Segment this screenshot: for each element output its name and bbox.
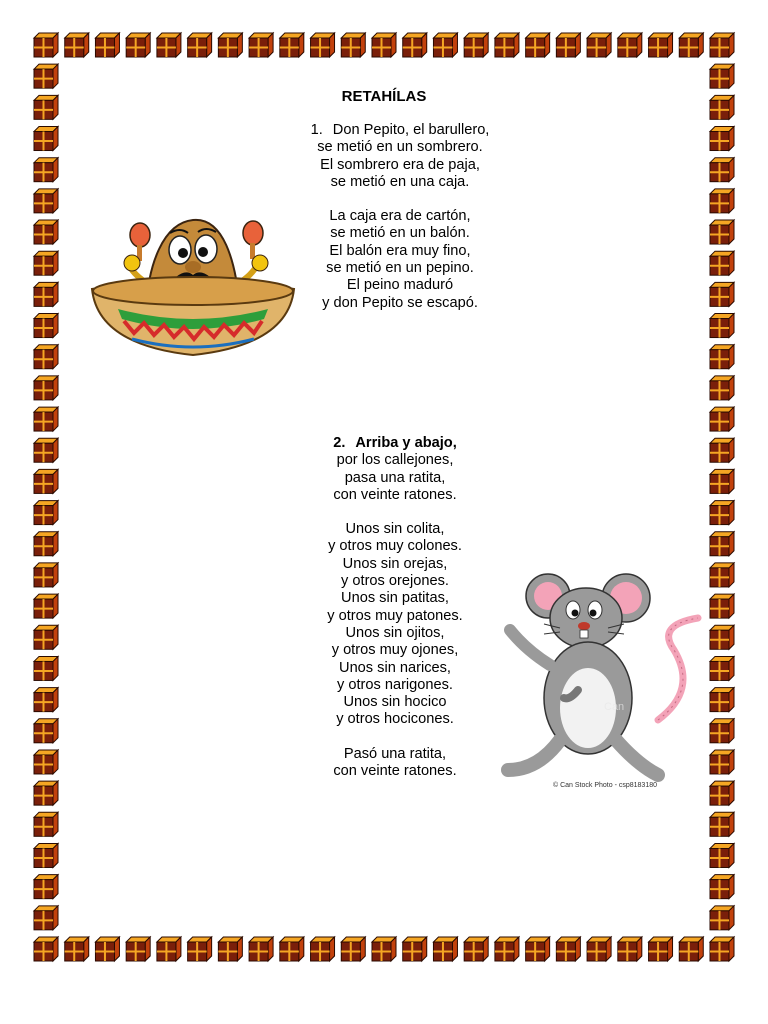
mouse-illustration <box>498 570 710 795</box>
gift-box-icon <box>710 656 734 680</box>
gift-box-icon <box>34 438 58 462</box>
gift-box-icon <box>710 64 734 88</box>
gift-box-icon <box>526 937 550 961</box>
gift-box-icon <box>95 33 119 57</box>
poem-line: Unos sin colita, <box>345 521 445 538</box>
gift-box-icon <box>188 937 212 961</box>
poem-line: se metió en un balón. <box>330 225 470 242</box>
gift-box-icon <box>34 314 58 338</box>
gift-box-icon <box>679 937 703 961</box>
gift-box-icon <box>710 937 734 961</box>
gift-box-icon <box>34 127 58 151</box>
gift-box-icon <box>495 937 519 961</box>
stanza-gap <box>245 504 545 521</box>
gift-box-icon <box>218 937 242 961</box>
poem-line: Unos sin patitas, <box>341 590 449 607</box>
gift-box-icon <box>34 688 58 712</box>
poem-line: con veinte ratones. <box>333 763 457 780</box>
gift-box-icon <box>34 875 58 899</box>
gift-box-icon <box>311 937 335 961</box>
poem-line-text: Don Pepito, el barullero, <box>332 122 490 138</box>
gift-box-icon <box>249 937 273 961</box>
gift-box-icon <box>710 501 734 525</box>
poem-line: El balón era muy fino, <box>329 242 471 259</box>
gift-box-icon <box>710 189 734 213</box>
poem-line: y otros hocicones. <box>336 711 454 728</box>
gift-box-icon <box>495 33 519 57</box>
gift-box-icon <box>372 937 396 961</box>
gift-box-icon <box>710 158 734 182</box>
poem-line: Pasó una ratita, <box>343 745 447 762</box>
poem-number: 2. <box>333 435 346 451</box>
gift-box-icon <box>710 875 734 899</box>
gift-box-icon <box>587 937 611 961</box>
gift-box-icon <box>34 812 58 836</box>
poem-line: con veinte ratones. <box>333 486 457 503</box>
gift-box-icon <box>710 719 734 743</box>
poem-line: El sombrero era de paja, <box>320 156 480 173</box>
gift-box-icon <box>341 33 365 57</box>
gift-box-icon <box>433 937 457 961</box>
gift-box-icon <box>95 937 119 961</box>
poem-line: se metió en una caja. <box>330 173 470 190</box>
gift-box-icon <box>710 314 734 338</box>
gift-box-icon <box>34 719 58 743</box>
gift-box-icon <box>710 220 734 244</box>
gift-box-icon <box>34 937 58 961</box>
gift-box-icon <box>34 251 58 275</box>
poem-line: y otros muy patones. <box>327 607 463 624</box>
gift-box-icon <box>34 594 58 618</box>
gift-box-icon <box>710 750 734 774</box>
gift-box-icon <box>341 937 365 961</box>
gift-box-icon <box>65 937 89 961</box>
poem-line: y otros muy ojones, <box>331 642 459 659</box>
gift-box-icon <box>34 781 58 805</box>
gift-box-icon <box>556 937 580 961</box>
gift-box-icon <box>464 33 488 57</box>
gift-box-icon <box>710 781 734 805</box>
gift-box-icon <box>710 843 734 867</box>
gift-box-icon <box>526 33 550 57</box>
poem-line: y otros muy colones. <box>328 538 462 555</box>
gift-box-icon <box>433 33 457 57</box>
gift-box-icon <box>710 33 734 57</box>
gift-box-icon <box>649 33 673 57</box>
gift-box-icon <box>710 594 734 618</box>
poem-line: por los callejones, <box>336 452 454 469</box>
poem-line: y otros narigones. <box>336 676 453 693</box>
gift-box-icon <box>34 407 58 431</box>
poem-line: se metió en un sombrero. <box>317 139 483 156</box>
gift-box-icon <box>34 625 58 649</box>
poem-line: pasa una ratita, <box>344 469 446 486</box>
poem-line: Unos sin orejas, <box>342 555 448 572</box>
poem-line: y otros orejones. <box>341 573 449 590</box>
gift-box-icon <box>34 656 58 680</box>
poem-line: y don Pepito se escapó. <box>322 294 478 311</box>
gift-box-icon <box>188 33 212 57</box>
gift-box-icon <box>280 937 304 961</box>
gift-box-icon <box>618 937 642 961</box>
svg-text:Can: Can <box>604 701 625 713</box>
poem-line <box>245 435 545 452</box>
image-credit: © Can Stock Photo - csp8183180 <box>553 782 657 789</box>
gift-box-icon <box>218 33 242 57</box>
gift-box-icon <box>710 127 734 151</box>
gift-box-icon <box>157 33 181 57</box>
gift-box-icon <box>34 376 58 400</box>
gift-box-icon <box>34 750 58 774</box>
gift-box-icon <box>556 33 580 57</box>
gift-box-icon <box>710 625 734 649</box>
poem-line <box>250 122 550 139</box>
poem-line: Unos sin hocico <box>343 694 447 711</box>
gift-box-icon <box>618 33 642 57</box>
gift-box-icon <box>403 937 427 961</box>
gift-box-icon <box>311 33 335 57</box>
gift-box-icon <box>34 189 58 213</box>
poem-line-text: Arriba y abajo, <box>355 435 457 451</box>
gift-box-icon <box>34 158 58 182</box>
gift-box-icon <box>34 282 58 306</box>
gift-box-icon <box>34 469 58 493</box>
gift-box-icon <box>710 251 734 275</box>
gift-box-icon <box>710 407 734 431</box>
gift-box-icon <box>710 376 734 400</box>
gift-box-icon <box>710 906 734 930</box>
gift-box-icon <box>34 64 58 88</box>
gift-box-icon <box>464 937 488 961</box>
page-title: RETAHÍLAS <box>341 88 427 105</box>
poem-line: se metió en un pepino. <box>326 260 474 277</box>
gift-box-icon <box>710 532 734 556</box>
gift-box-icon <box>157 937 181 961</box>
gift-box-icon <box>710 469 734 493</box>
gift-box-icon <box>34 501 58 525</box>
gift-box-icon <box>34 843 58 867</box>
gift-box-icon <box>126 33 150 57</box>
gift-box-icon <box>710 812 734 836</box>
gift-box-icon <box>34 906 58 930</box>
gift-box-icon <box>710 688 734 712</box>
gift-box-icon <box>249 33 273 57</box>
gift-box-icon <box>710 95 734 119</box>
gift-box-icon <box>649 937 673 961</box>
gift-box-icon <box>34 95 58 119</box>
gift-box-icon <box>587 33 611 57</box>
poem-line: Unos sin narices, <box>339 659 451 676</box>
gift-box-icon <box>710 563 734 587</box>
gift-box-icon <box>679 33 703 57</box>
gift-box-icon <box>34 532 58 556</box>
gift-box-icon <box>403 33 427 57</box>
gift-box-icon <box>34 220 58 244</box>
poem-line: El peino maduró <box>346 277 454 294</box>
gift-box-icon <box>372 33 396 57</box>
gift-box-icon <box>34 33 58 57</box>
gift-box-icon <box>710 345 734 369</box>
gift-box-icon <box>710 282 734 306</box>
poem-number: 1. <box>310 122 323 138</box>
poem-line: La caja era de cartón, <box>329 208 471 225</box>
gift-box-icon <box>34 345 58 369</box>
poem-line: Unos sin ojitos, <box>345 624 445 641</box>
gift-box-icon <box>34 563 58 587</box>
gift-box-icon <box>126 937 150 961</box>
potato-in-sombrero-illustration <box>88 205 298 365</box>
gift-box-icon <box>710 438 734 462</box>
gift-box-icon <box>65 33 89 57</box>
gift-box-icon <box>280 33 304 57</box>
